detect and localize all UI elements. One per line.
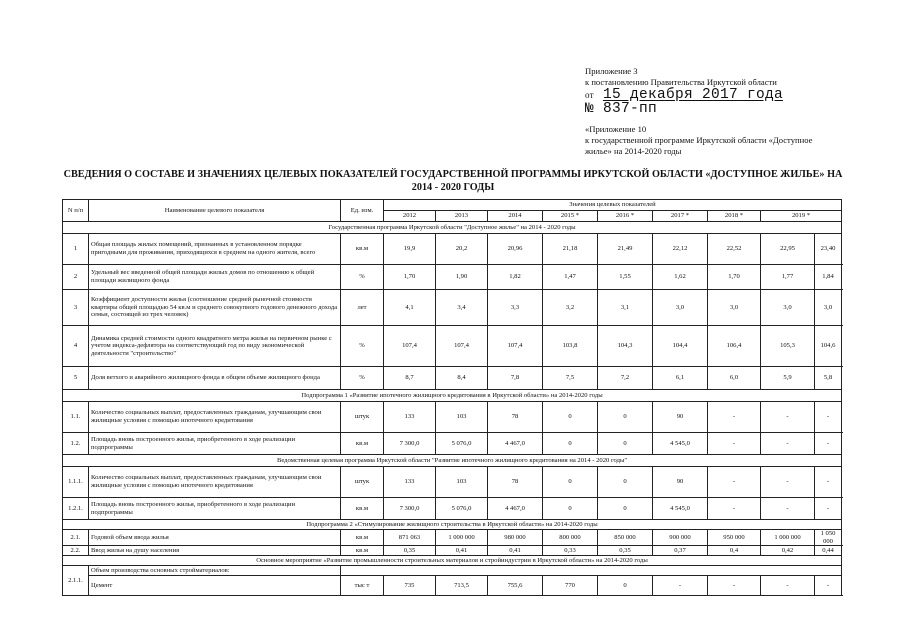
value-cell: 23,40 [815,234,842,265]
row-unit: кв.м [341,546,384,556]
row-number: 5 [63,367,89,390]
header-year: 2017 * [653,211,708,222]
value-cell: - [708,467,761,498]
table-row [63,402,842,433]
row-name: Динамика средней стоимости одного квадратного метра жилья на первичном рынке с учетом индекса-дефлятора на соответствующий год по виду экономической деятельности "строительство" [89,326,341,367]
row-unit: штук [341,402,384,433]
value-cell: 0,33 [543,546,598,556]
date-prefix: от [585,90,594,100]
value-cell: 22,12 [653,234,708,265]
value-cell: 0 [598,576,653,596]
header-year: 2019 * [761,211,842,222]
section-row [63,390,842,402]
value-cell: 1 000 000 [436,530,488,546]
row-blank [341,566,842,576]
value-cell: 1,62 [653,265,708,290]
section-subprogram-2: Подпрограмма 2 «Стимулирование жилищного строительства в Иркутской области» на 2014-2020 годы [63,520,842,530]
value-cell: 4 467,0 [488,433,543,455]
row-name: Доля ветхого и аварийного жилищного фонда в общем объеме жилищного фонда [89,367,341,390]
value-cell: 0,35 [384,546,436,556]
value-cell: 133 [384,467,436,498]
row-unit: кв.м [341,498,384,520]
row-number: 1 [63,234,89,265]
header-values: Значения целевых показателей [384,200,842,211]
value-cell: 107,4 [488,326,543,367]
value-cell: 107,4 [436,326,488,367]
row-unit: % [341,326,384,367]
value-cell: - [815,433,842,455]
value-cell: - [815,402,842,433]
value-cell: 0,4 [708,546,761,556]
value-cell: 3,4 [436,290,488,326]
row-name: Количество социальных выплат, предоставленных гражданам, улучшающим свои жилищные условия с помощью ипотечного кредитования [89,402,341,433]
section-row [63,455,842,467]
section-departmental-program: Ведомственная целевая программа Иркутской области "Развитие ипотечного жилищного кредитования на 2014 - 2020 годы" [63,455,842,467]
section-main-activity: Основное мероприятие «Развитие промышленности строительных материалов и стройиндустрии в Иркутской области» на 2014-2020 годы [63,556,842,566]
value-cell: 850 000 [598,530,653,546]
value-cell: 0,41 [436,546,488,556]
value-cell: 1,70 [708,265,761,290]
value-cell: 3,0 [815,290,842,326]
appendix-block [585,66,885,157]
value-cell: 19,9 [384,234,436,265]
value-cell: 0 [543,402,598,433]
header-num: N п/п [63,200,89,222]
table-row [63,265,842,290]
value-cell: 0 [598,433,653,455]
value-cell: 1,55 [598,265,653,290]
value-cell: 0,41 [488,546,543,556]
value-cell: 3,0 [653,290,708,326]
value-cell: 22,95 [761,234,815,265]
value-cell: - [708,498,761,520]
value-cell: - [761,402,815,433]
value-cell: 133 [384,402,436,433]
row-number: 3 [63,290,89,326]
value-cell: 4 467,0 [488,498,543,520]
table-row [63,290,842,326]
row-unit: кв.м [341,530,384,546]
row-number: 2.2. [63,546,89,556]
value-cell: 6,1 [653,367,708,390]
program-ref-line-2: к государственной программе Иркутской области «Доступное [585,135,813,145]
value-cell: 3,0 [761,290,815,326]
value-cell: 713,5 [436,576,488,596]
row-number: 1.2. [63,433,89,455]
value-cell: 4 545,0 [653,433,708,455]
value-cell: 1,84 [815,265,842,290]
value-cell: 1 000 000 [761,530,815,546]
value-cell: 1,90 [436,265,488,290]
row-name: Цемент [89,576,341,596]
value-cell: 0 [598,402,653,433]
value-cell: 78 [488,402,543,433]
value-cell: - [761,498,815,520]
value-cell: 103,8 [543,326,598,367]
value-cell: 1,70 [384,265,436,290]
row-name: Общая площадь жилых помещений, признанных в установленном порядке пригодными для проживания, приходящихся в среднем на одного жителя, всего [89,234,341,265]
value-cell: - [761,433,815,455]
header-unit: Ед. изм. [341,200,384,222]
value-cell: 20,96 [488,234,543,265]
appendix-line-2: к постановлению Правительства Иркутской области [585,77,777,87]
value-cell: 90 [653,467,708,498]
value-cell: 1 050 000 [815,530,842,546]
title-line-2: 2014 - 2020 ГОДЫ [411,182,495,193]
table-row [63,234,842,265]
row-number: 2 [63,265,89,290]
value-cell: - [708,402,761,433]
row-unit: тыс т [341,576,384,596]
value-cell: 980 000 [488,530,543,546]
value-cell: 7,5 [543,367,598,390]
header-year: 2018 * [708,211,761,222]
value-cell: 106,4 [708,326,761,367]
row-name: Удельный вес введенной общей площади жилых домов по отношению к общей площади жилищного фонда [89,265,341,290]
value-cell: 950 000 [708,530,761,546]
header-row-1 [63,200,842,211]
row-name: Площадь вновь построенного жилья, приобретенного в ходе реализации подпрограммы [89,498,341,520]
program-ref-line-3: жилье» на 2014-2020 годы [585,146,682,156]
value-cell: 0,42 [761,546,815,556]
value-cell: 4,1 [384,290,436,326]
value-cell: 0 [543,433,598,455]
header-year: 2016 * [598,211,653,222]
row-unit: % [341,367,384,390]
value-cell: 5,9 [761,367,815,390]
value-cell: 900 000 [653,530,708,546]
value-cell: 7,8 [488,367,543,390]
header-year: 2013 [436,211,488,222]
value-cell: 7,2 [598,367,653,390]
row-name: Объем производства основных стройматериалов: [89,566,341,576]
section-row [63,222,842,234]
title-line-1: СВЕДЕНИЯ О СОСТАВЕ И ЗНАЧЕНИЯХ ЦЕЛЕВЫХ ПОКАЗАТЕЛЕЙ ГОСУДАРСТВЕННОЙ ПРОГРАММЫ ИРКУТСКОЙ ОБЛАСТИ «ДОСТУПНОЕ ЖИЛЬЕ» НА [63,169,843,180]
value-cell: - [815,576,842,596]
value-cell: 1,82 [488,265,543,290]
value-cell: 8,4 [436,367,488,390]
row-unit: штук [341,467,384,498]
value-cell: 871 063 [384,530,436,546]
value-cell: 3,3 [488,290,543,326]
value-cell: 104,3 [598,326,653,367]
table-row [63,576,842,596]
row-number: 4 [63,326,89,367]
row-unit: лет [341,290,384,326]
value-cell: 103 [436,467,488,498]
value-cell: - [761,467,815,498]
value-cell: - [708,433,761,455]
value-cell: 4 545,0 [653,498,708,520]
table-row [63,546,842,556]
row-number: 1.1.1. [63,467,89,498]
value-cell: - [761,576,815,596]
value-cell: 0,44 [815,546,842,556]
value-cell: 78 [488,467,543,498]
value-cell: 800 000 [543,530,598,546]
value-cell: 755,6 [488,576,543,596]
value-cell: 0,35 [598,546,653,556]
row-name: Площадь вновь построенного жилья, приобретенного в ходе реализации подпрограммы [89,433,341,455]
row-number: 1.2.1. [63,498,89,520]
appendix-line-1: Приложение 3 [585,66,638,76]
value-cell: 20,2 [436,234,488,265]
value-cell: - [653,576,708,596]
table-row [63,498,842,520]
value-cell: 5 076,0 [436,498,488,520]
value-cell: 5 076,0 [436,433,488,455]
row-number: 2.1.1. [63,566,89,596]
row-number: 2.1. [63,530,89,546]
value-cell: 0 [543,498,598,520]
value-cell: 7 300,0 [384,498,436,520]
section-subprogram-1: Подпрограмма 1 «Развитие ипотечного жилищного кредитования в Иркутской области» на 2014-2020 годы [63,390,842,402]
header-year: 2014 [488,211,543,222]
value-cell: 8,7 [384,367,436,390]
value-cell: 104,6 [815,326,842,367]
value-cell: 107,4 [384,326,436,367]
row-number: 1.1. [63,402,89,433]
date-value: 15 декабря 2017 года [602,87,783,103]
table-row [63,530,842,546]
value-cell: 0 [598,467,653,498]
value-cell: 735 [384,576,436,596]
value-cell: 0 [543,467,598,498]
header-year: 2015 * [543,211,598,222]
document-title [28,168,878,194]
decree-date [585,88,885,102]
row-name: Ввод жилья на душу населения [89,546,341,556]
section-state-program: Государственная программа Иркутской области "Доступное жилье" на 2014 - 2020 годы [63,222,842,234]
value-cell: - [815,467,842,498]
value-cell: 105,3 [761,326,815,367]
indicators-table [62,199,842,596]
table-row [63,566,842,576]
value-cell: 0 [598,498,653,520]
row-name: Годовой объем ввода жилья [89,530,341,546]
header-year: 2012 [384,211,436,222]
value-cell: 5,8 [815,367,842,390]
value-cell: 0,37 [653,546,708,556]
value-cell: 7 300,0 [384,433,436,455]
value-cell: - [815,498,842,520]
row-unit: кв.м [341,234,384,265]
header-name: Наименование целевого показателя [89,200,341,222]
table-row [63,367,842,390]
value-cell: 90 [653,402,708,433]
value-cell: 22,52 [708,234,761,265]
program-ref-line-1: «Приложение 10 [585,124,647,134]
row-unit: % [341,265,384,290]
value-cell: 1,77 [761,265,815,290]
value-cell: 21,49 [598,234,653,265]
decree-number: № 837-пп [585,101,658,117]
table-row [63,467,842,498]
value-cell: 6,0 [708,367,761,390]
value-cell: 770 [543,576,598,596]
value-cell: - [708,576,761,596]
row-name: Коэффициент доступности жилья (соотношение средней рыночной стоимости квартиры общей площадью 54 кв.м и среднего совокупного годового денежного дохода семьи, состоящей из трех человек) [89,290,341,326]
row-unit: кв.м [341,433,384,455]
value-cell: 21,18 [543,234,598,265]
section-row [63,520,842,530]
value-cell: 3,2 [543,290,598,326]
value-cell: 104,4 [653,326,708,367]
value-cell: 3,1 [598,290,653,326]
table-row [63,433,842,455]
value-cell: 103 [436,402,488,433]
table-row [63,326,842,367]
section-row [63,556,842,566]
row-name: Количество социальных выплат, предоставленных гражданам, улучшающим свои жилищные условия с помощью ипотечного кредитования [89,467,341,498]
value-cell: 3,0 [708,290,761,326]
value-cell: 1,47 [543,265,598,290]
